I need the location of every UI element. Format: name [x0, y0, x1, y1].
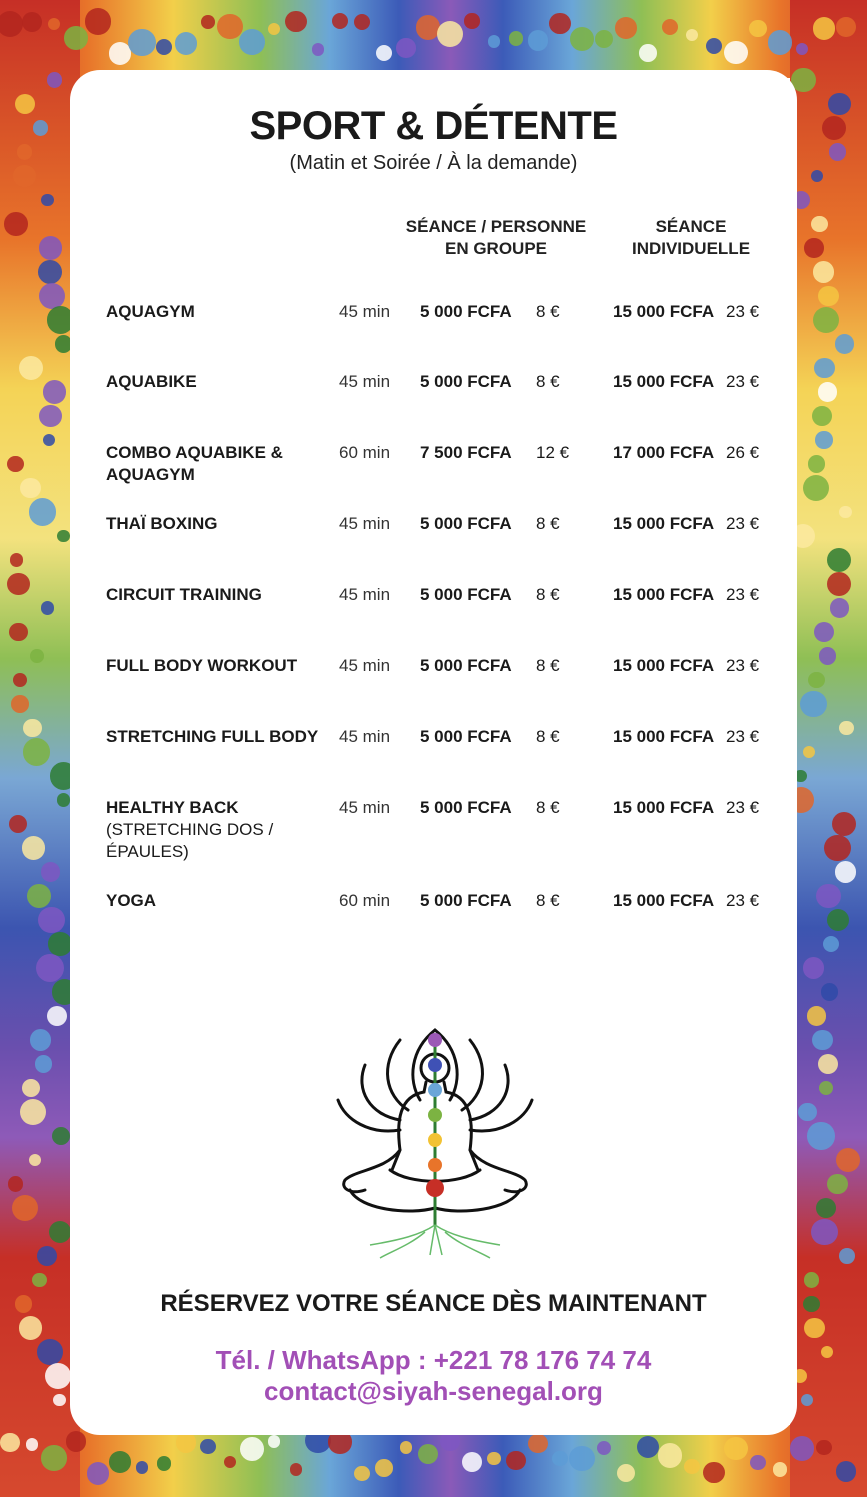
flower-petal-decoration — [839, 1248, 855, 1264]
individual-price-eur: 23 € — [726, 585, 760, 604]
flower-petal-decoration — [750, 1455, 765, 1470]
page-subtitle: (Matin et Soirée / À la demande) — [289, 152, 578, 174]
flower-petal-decoration — [813, 17, 836, 40]
column-header-individual-line1: SÉANCE — [655, 217, 727, 236]
flower-petal-decoration — [85, 8, 111, 34]
email-contact[interactable]: contact@siyah-senegal.org — [264, 1376, 603, 1406]
group-price-eur: 8 € — [536, 302, 560, 321]
flower-petal-decoration — [268, 1435, 280, 1447]
flower-petal-decoration — [312, 43, 324, 55]
flower-petal-decoration — [201, 15, 215, 29]
flower-petal-decoration — [39, 236, 62, 259]
flower-petal-decoration — [836, 1461, 856, 1481]
flower-petal-decoration — [804, 1272, 820, 1288]
flower-petal-decoration — [464, 13, 479, 28]
flower-petal-decoration — [684, 1459, 699, 1474]
individual-price-eur: 23 € — [726, 798, 760, 817]
column-header-individual-line2: INDIVIDUELLE — [631, 239, 751, 258]
group-price-fcfa: 5 000 FCFA — [420, 656, 512, 675]
group-price-fcfa: 5 000 FCFA — [420, 727, 512, 746]
table-row — [0, 442, 867, 502]
flower-petal-decoration — [812, 1030, 833, 1051]
activity-name: AQUAGYM — [106, 302, 195, 321]
flower-petal-decoration — [38, 260, 62, 284]
group-price-eur: 8 € — [536, 727, 560, 746]
group-price-eur: 8 € — [536, 656, 560, 675]
flower-petal-decoration — [354, 14, 370, 30]
flower-petal-decoration — [790, 1436, 815, 1461]
flower-petal-decoration — [639, 44, 657, 62]
individual-price-eur: 23 € — [726, 302, 760, 321]
activity-name: COMBO AQUABIKE & AQUAGYM — [106, 443, 283, 484]
flower-petal-decoration — [528, 1434, 547, 1453]
phone-contact[interactable]: Tél. / WhatsApp : +221 78 176 74 74 — [215, 1345, 652, 1375]
table-row — [0, 584, 867, 644]
flower-petal-decoration — [836, 17, 856, 37]
flower-petal-decoration — [509, 31, 523, 45]
flower-petal-decoration — [816, 1440, 831, 1455]
flower-petal-decoration — [724, 1437, 748, 1461]
flower-petal-decoration — [437, 21, 463, 47]
group-price-eur: 8 € — [536, 585, 560, 604]
table-row — [0, 655, 867, 715]
individual-price-eur: 23 € — [726, 372, 760, 391]
flower-petal-decoration — [400, 1441, 412, 1453]
flower-petal-decoration — [773, 1462, 788, 1477]
flower-petal-decoration — [217, 14, 242, 39]
flower-petal-decoration — [35, 1055, 52, 1072]
group-price-fcfa: 5 000 FCFA — [420, 891, 512, 910]
flower-petal-decoration — [136, 1461, 149, 1474]
activity-name: THAÏ BOXING — [106, 514, 218, 533]
flower-petal-decoration — [549, 13, 570, 34]
table-row — [0, 726, 867, 786]
individual-price-eur: 23 € — [726, 656, 760, 675]
individual-price-eur: 23 € — [726, 727, 760, 746]
flower-petal-decoration — [19, 1316, 42, 1339]
duration: 45 min — [339, 798, 391, 817]
group-price-eur: 12 € — [536, 443, 570, 462]
group-price-eur: 8 € — [536, 514, 560, 533]
table-row — [0, 371, 867, 431]
group-price-fcfa: 5 000 FCFA — [420, 514, 512, 533]
individual-price-fcfa: 15 000 FCFA — [613, 727, 715, 746]
flower-petal-decoration — [811, 1219, 838, 1246]
table-row — [0, 513, 867, 573]
duration: 45 min — [339, 372, 391, 391]
activity-name: STRETCHING FULL BODY — [106, 727, 319, 746]
duration: 45 min — [339, 585, 391, 604]
individual-price-fcfa: 15 000 FCFA — [613, 302, 715, 321]
individual-price-fcfa: 15 000 FCFA — [613, 372, 715, 391]
column-header-individual — [610, 216, 772, 260]
meditation-lotus-icon — [330, 1020, 540, 1260]
group-price-eur: 8 € — [536, 372, 560, 391]
individual-price-fcfa: 15 000 FCFA — [613, 514, 715, 533]
flower-petal-decoration — [332, 13, 348, 29]
flower-petal-decoration — [615, 17, 637, 39]
individual-price-fcfa: 15 000 FCFA — [613, 798, 715, 817]
flower-petal-decoration — [816, 1198, 836, 1218]
flower-petal-decoration — [803, 957, 824, 978]
group-price-fcfa: 7 500 FCFA — [420, 443, 512, 462]
duration: 45 min — [339, 727, 391, 746]
group-price-fcfa: 5 000 FCFA — [420, 585, 512, 604]
page-title: SPORT & DÉTENTE — [249, 104, 618, 148]
flower-petal-decoration — [64, 26, 88, 50]
flower-petal-decoration — [32, 1273, 47, 1288]
flower-petal-decoration — [157, 1456, 172, 1471]
flower-petal-decoration — [749, 20, 766, 37]
flower-petal-decoration — [552, 1451, 567, 1466]
duration: 45 min — [339, 302, 391, 321]
table-row — [0, 890, 867, 950]
flower-petal-decoration — [658, 1443, 683, 1468]
flower-petal-decoration — [66, 1431, 87, 1452]
flower-petal-decoration — [354, 1466, 369, 1481]
flower-petal-decoration — [109, 1451, 130, 1472]
flower-petal-decoration — [617, 1464, 635, 1482]
column-header-group-line1: SÉANCE / PERSONNE — [405, 217, 587, 236]
activity-name: HEALTHY BACK (STRETCHING DOS / ÉPAULES) — [106, 798, 274, 861]
individual-price-fcfa: 15 000 FCFA — [613, 656, 715, 675]
flower-petal-decoration — [41, 1445, 66, 1470]
group-price-eur: 8 € — [536, 891, 560, 910]
individual-price-eur: 23 € — [726, 891, 760, 910]
flower-petal-decoration — [804, 1318, 824, 1338]
flower-petal-decoration — [285, 11, 307, 33]
column-header-group-line2: EN GROUPE — [444, 239, 548, 258]
flower-petal-decoration — [200, 1439, 216, 1455]
flower-petal-decoration — [290, 1463, 303, 1476]
individual-price-eur: 23 € — [726, 514, 760, 533]
flower-petal-decoration — [821, 983, 838, 1000]
flower-petal-decoration — [813, 261, 834, 282]
duration: 45 min — [339, 514, 391, 533]
flower-petal-decoration — [703, 1462, 724, 1483]
flower-petal-decoration — [798, 1103, 817, 1122]
flower-petal-decoration — [807, 1122, 834, 1149]
flower-petal-decoration — [12, 1195, 38, 1221]
flower-petal-decoration — [827, 1174, 847, 1194]
duration: 60 min — [339, 443, 391, 462]
flower-petal-decoration — [595, 30, 613, 48]
column-header-group — [400, 216, 592, 260]
group-price-fcfa: 5 000 FCFA — [420, 372, 512, 391]
duration: 60 min — [339, 891, 391, 910]
flower-petal-decoration — [807, 1006, 826, 1025]
flower-petal-decoration — [47, 1006, 67, 1026]
individual-price-fcfa: 15 000 FCFA — [613, 891, 715, 910]
flower-petal-decoration — [240, 1437, 264, 1461]
individual-price-eur: 26 € — [726, 443, 760, 462]
flower-petal-decoration — [724, 41, 748, 65]
flower-petal-decoration — [37, 1246, 57, 1266]
duration: 45 min — [339, 656, 391, 675]
flower-petal-decoration — [128, 29, 155, 56]
table-row — [0, 797, 867, 867]
flower-petal-decoration — [87, 1462, 110, 1485]
flower-petal-decoration — [396, 38, 415, 57]
flower-petal-decoration — [662, 19, 678, 35]
flower-petal-decoration — [41, 194, 53, 206]
activity-name: YOGA — [106, 891, 157, 910]
flower-petal-decoration — [36, 954, 64, 982]
flower-petal-decoration — [30, 1029, 51, 1050]
flower-petal-decoration — [375, 1459, 393, 1477]
flower-petal-decoration — [47, 72, 62, 87]
individual-price-fcfa: 15 000 FCFA — [613, 585, 715, 604]
flower-petal-decoration — [569, 1446, 594, 1471]
group-price-fcfa: 5 000 FCFA — [420, 302, 512, 321]
flower-petal-decoration — [804, 238, 823, 257]
flower-petal-decoration — [239, 29, 265, 55]
flower-petal-decoration — [29, 1154, 41, 1166]
flower-petal-decoration — [0, 1433, 19, 1452]
table-row — [0, 301, 867, 361]
flower-petal-decoration — [836, 1148, 860, 1172]
flower-petal-decoration — [22, 1079, 40, 1097]
activity-name: AQUABIKE — [106, 372, 197, 391]
group-price-fcfa: 5 000 FCFA — [420, 798, 512, 817]
flower-petal-decoration — [175, 32, 198, 55]
flower-petal-decoration — [487, 1452, 500, 1465]
flower-petal-decoration — [26, 1438, 39, 1451]
flower-petal-decoration — [768, 30, 793, 55]
flower-petal-decoration — [811, 216, 827, 232]
flower-petal-decoration — [462, 1452, 482, 1472]
flower-petal-decoration — [528, 30, 549, 51]
booking-call-to-action: RÉSERVEZ VOTRE SÉANCE DÈS MAINTENANT — [160, 1290, 707, 1317]
flower-petal-decoration — [8, 1176, 23, 1191]
activity-name: CIRCUIT TRAINING — [106, 585, 262, 604]
flower-petal-decoration — [22, 12, 42, 32]
flower-petal-decoration — [506, 1451, 526, 1471]
activity-name: FULL BODY WORKOUT — [106, 656, 298, 675]
group-price-eur: 8 € — [536, 798, 560, 817]
flower-petal-decoration — [4, 212, 27, 235]
individual-price-fcfa: 17 000 FCFA — [613, 443, 715, 462]
